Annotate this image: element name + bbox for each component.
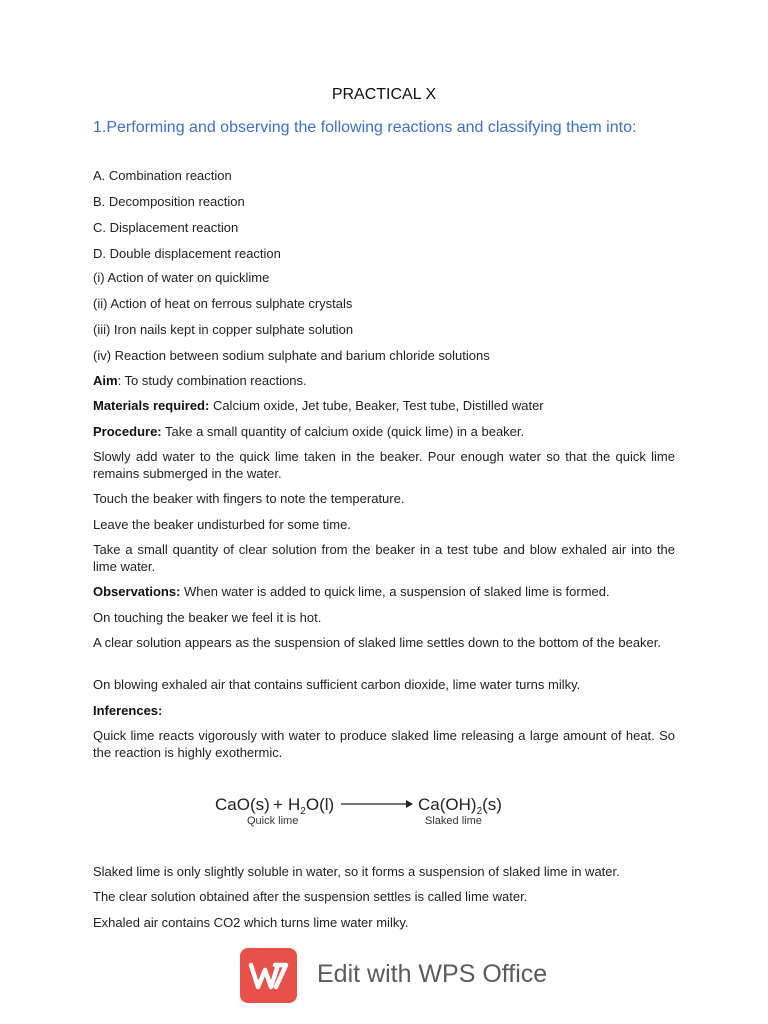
reaction-item: (iii) Iron nails kept in copper sulphate solution xyxy=(93,322,354,337)
aim-paragraph xyxy=(93,373,675,390)
inferences-heading xyxy=(93,703,675,720)
procedure-step: Take a small quantity of clear solution from the beaker in a test tube and blow exhaled air into the lime water. xyxy=(93,542,675,574)
reaction-item: (ii) Action of heat on ferrous sulphate crystals xyxy=(93,296,353,311)
materials-label: Materials required: xyxy=(93,398,210,413)
equation-plus: + xyxy=(273,795,283,814)
observation-item: On blowing exhaled air that contains sufficient carbon dioxide, lime water turns milky. xyxy=(93,677,581,692)
inferences-text: Quick lime reacts vigorously with water to produce slaked lime releasing a large amount of heat. So the reaction is highly exothermic. xyxy=(93,728,675,760)
aim-label: Aim xyxy=(93,373,118,388)
observation-item: On touching the beaker we feel it is hot. xyxy=(93,610,322,625)
equation-reactant-2: $H_2O(l)$ xyxy=(288,795,335,817)
conclusion-item: The clear solution obtained after the suspension settles is called lime water. xyxy=(93,889,528,904)
reaction-type-item: A. Combination reaction xyxy=(93,168,232,183)
reaction-item: (i) Action of water on quicklime xyxy=(93,270,270,285)
wps-watermark-text: Edit with WPS Office xyxy=(317,960,548,988)
reaction-item: (iv) Reaction between sodium sulphate and barium chloride solutions xyxy=(93,348,490,363)
procedure-label: Procedure: xyxy=(93,424,162,439)
section-heading: 1.Performing and observing the following reactions and classifying them into: xyxy=(93,119,637,136)
equation-arrow-head-icon xyxy=(406,800,413,808)
observations-label: Observations: xyxy=(93,584,181,599)
equation-product: $Ca(OH)_2(s)$ xyxy=(418,795,502,817)
page-title: PRACTICAL X xyxy=(331,86,437,103)
observation-item: A clear solution appears as the suspension of slaked lime settles down to the bottom of the beaker. xyxy=(93,635,662,650)
procedure-step: Leave the beaker undisturbed for some time. xyxy=(93,517,351,532)
equation-product-label: Slaked lime xyxy=(425,815,482,827)
materials-text: Calcium oxide, Jet tube, Beaker, Test tube, Distilled water xyxy=(209,398,544,413)
observations-text: When water is added to quick lime, a suspension of slaked lime is formed. xyxy=(180,584,610,599)
equation-reactant-label: Quick lime xyxy=(247,815,299,827)
inferences-label: Inferences: xyxy=(93,703,163,718)
equation-reactant-1: CaO(s) xyxy=(215,795,270,814)
reaction-type-item: D. Double displacement reaction xyxy=(93,246,281,261)
chemical-equation xyxy=(213,790,513,830)
materials-paragraph xyxy=(93,398,675,415)
aim-text: : To study combination reactions. xyxy=(117,373,307,388)
procedure-text: Take a small quantity of calcium oxide (quick lime) in a beaker. xyxy=(161,424,525,439)
reaction-type-item: B. Decomposition reaction xyxy=(93,194,245,209)
wps-watermark[interactable] xyxy=(240,948,560,1004)
conclusion-item: Slaked lime is only slightly soluble in water, so it forms a suspension of slaked lime in water. xyxy=(93,864,620,879)
procedure-step: Touch the beaker with fingers to note the temperature. xyxy=(93,491,405,506)
conclusion-item: Exhaled air contains CO2 which turns lime water milky. xyxy=(93,915,409,930)
observations-paragraph xyxy=(93,584,675,601)
procedure-step: Slowly add water to the quick lime taken in the beaker. Pour enough water so that the quick lime remains submerged in the water. xyxy=(93,449,675,481)
wps-logo-icon xyxy=(240,948,297,1003)
reaction-type-item: C. Displacement reaction xyxy=(93,220,239,235)
procedure-paragraph xyxy=(93,424,675,441)
